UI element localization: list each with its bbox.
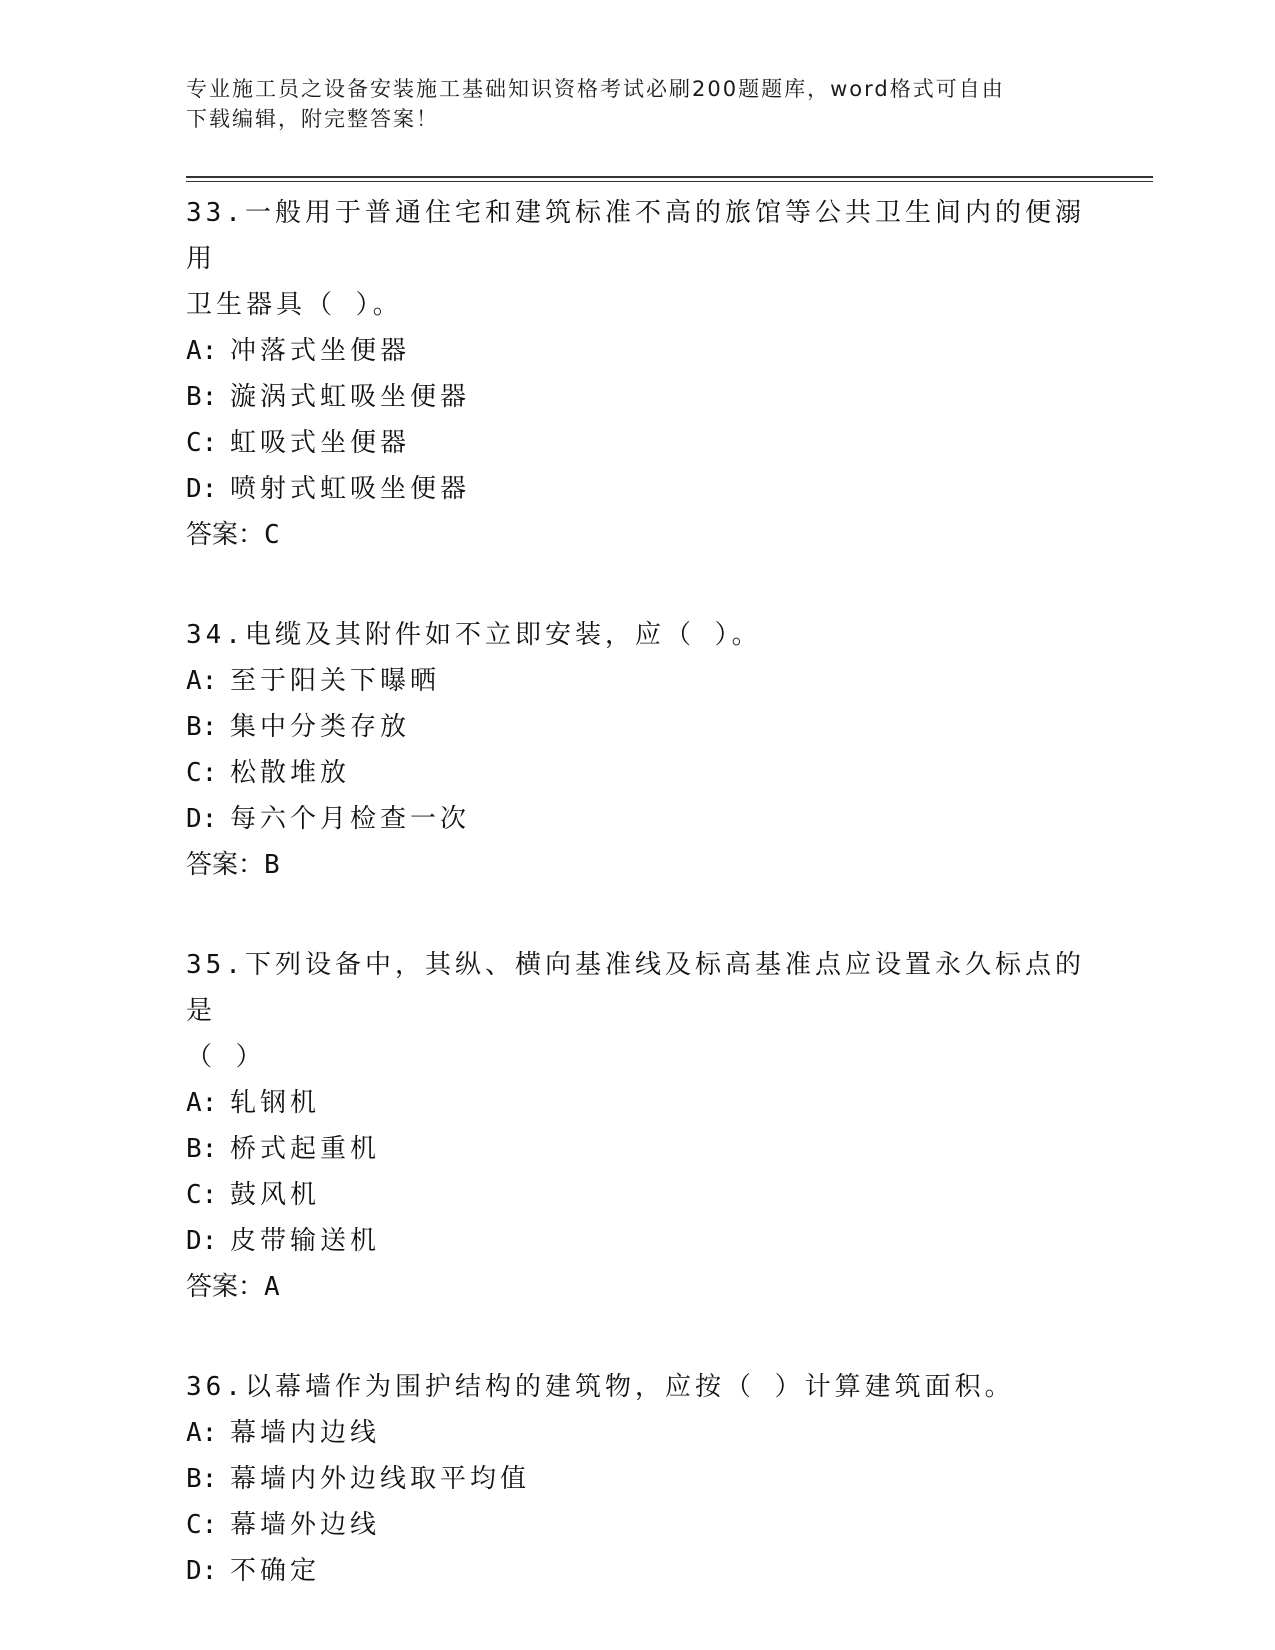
option-d xyxy=(186,796,1086,842)
option-text: 皮带输送机 xyxy=(230,1226,381,1256)
option-text: 至于阳关下曝晒 xyxy=(230,666,441,696)
document-header xyxy=(186,74,1066,134)
question-35 xyxy=(186,942,1086,1310)
question-34 xyxy=(186,612,1086,888)
option-key: A: xyxy=(186,1418,218,1448)
answer-label: 答案： xyxy=(186,850,265,880)
option-text: 松散堆放 xyxy=(230,758,351,788)
option-text: 虹吸式坐便器 xyxy=(230,428,411,458)
option-key: C: xyxy=(186,428,218,458)
option-text: 轧钢机 xyxy=(230,1088,321,1118)
answer-line xyxy=(186,842,1086,888)
question-list xyxy=(186,190,1086,1594)
header-divider-thick xyxy=(186,176,1153,178)
option-key: C: xyxy=(186,1180,218,1210)
option-key: A: xyxy=(186,1088,218,1118)
option-key: A: xyxy=(186,666,218,696)
answer-label: 答案： xyxy=(186,1272,265,1302)
option-key: D: xyxy=(186,1556,218,1586)
option-c xyxy=(186,750,1086,796)
option-key: B: xyxy=(186,382,218,412)
option-text: 幕墙内外边线取平均值 xyxy=(230,1464,531,1494)
option-a xyxy=(186,1080,1086,1126)
option-key: D: xyxy=(186,474,218,504)
answer-label: 答案： xyxy=(186,520,265,550)
answer-line xyxy=(186,1264,1086,1310)
option-d xyxy=(186,1218,1086,1264)
answer-value: C xyxy=(264,520,280,550)
option-c xyxy=(186,1172,1086,1218)
option-d xyxy=(186,1548,1086,1594)
option-b xyxy=(186,1456,1086,1502)
option-key: B: xyxy=(186,1464,218,1494)
answer-line xyxy=(186,512,1086,558)
option-key: B: xyxy=(186,712,218,742)
option-c xyxy=(186,420,1086,466)
option-text: 幕墙外边线 xyxy=(230,1510,381,1540)
option-text: 每六个月检查一次 xyxy=(230,804,471,834)
question-stem: 36.以幕墙作为围护结构的建筑物，应按（ ）计算建筑面积。 xyxy=(186,1372,1015,1402)
header-divider-thin xyxy=(186,181,1153,182)
option-text: 幕墙内边线 xyxy=(230,1418,381,1448)
option-key: C: xyxy=(186,1510,218,1540)
question-stem-continued: （ ） xyxy=(186,1042,266,1072)
option-text: 桥式起重机 xyxy=(230,1134,381,1164)
option-a xyxy=(186,658,1086,704)
option-text: 鼓风机 xyxy=(230,1180,321,1210)
option-b xyxy=(186,374,1086,420)
option-text: 喷射式虹吸坐便器 xyxy=(230,474,471,504)
question-33 xyxy=(186,190,1086,558)
option-text: 冲落式坐便器 xyxy=(230,336,411,366)
header-line-2: 下载编辑，附完整答案！ xyxy=(186,107,439,131)
question-stem: 34.电缆及其附件如不立即安装，应（ ）。 xyxy=(186,620,762,650)
option-d xyxy=(186,466,1086,512)
question-36 xyxy=(186,1364,1086,1594)
option-key: C: xyxy=(186,758,218,788)
header-line-1: 专业施工员之设备安装施工基础知识资格考试必刷200题题库，word格式可自由 xyxy=(186,77,1005,101)
option-b xyxy=(186,704,1086,750)
option-key: D: xyxy=(186,804,218,834)
option-key: D: xyxy=(186,1226,218,1256)
question-stem: 35.下列设备中，其纵、横向基准线及标高基准点应设置永久标点的是 xyxy=(186,950,1085,1026)
option-key: A: xyxy=(186,336,218,366)
option-c xyxy=(186,1502,1086,1548)
option-b xyxy=(186,1126,1086,1172)
option-key: B: xyxy=(186,1134,218,1164)
option-a xyxy=(186,1410,1086,1456)
question-stem: 33.一般用于普通住宅和建筑标准不高的旅馆等公共卫生间内的便溺用 xyxy=(186,198,1085,274)
question-stem-continued: 卫生器具（ ）。 xyxy=(186,290,403,320)
answer-value: A xyxy=(264,1272,280,1302)
option-a xyxy=(186,328,1086,374)
answer-value: B xyxy=(264,850,280,880)
option-text: 集中分类存放 xyxy=(230,712,411,742)
option-text: 不确定 xyxy=(230,1556,321,1586)
option-text: 漩涡式虹吸坐便器 xyxy=(230,382,471,412)
